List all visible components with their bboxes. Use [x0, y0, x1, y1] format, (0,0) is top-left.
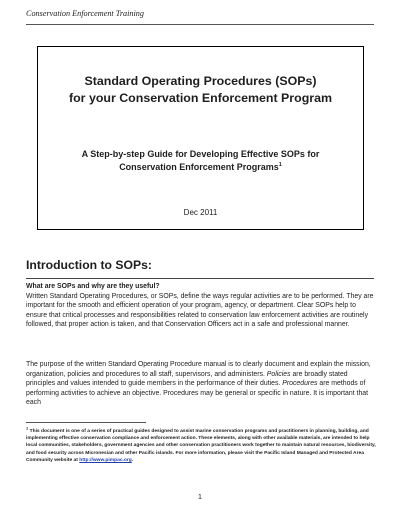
- footnote-tail: .: [131, 457, 134, 463]
- intro-paragraph-2: [26, 360, 376, 408]
- paragraph-2-text-b: are broadly stated principles and values intended to guide members in the performance of their duties.: [26, 370, 348, 388]
- paragraph-2-text-c: are methods of performing activities to achieve an objective. Procedures may be general or specific in nature. It is important that each: [26, 380, 369, 407]
- footnote-text: This document is one of a series of practical guides designed to assist marine conservation programs and practitioners in planning, building, and implementing effective conservation compliance and enforcement action. These elements, along with other available materials, are intended to help local communities, stakeholders, government agencies and other conservation practitioners work together to maintain natural resources, biodiversity, and food security across Micronesian and other Pacific islands. For more information, please visit the Pacific Island Managed and Protected Area Community website at: [26, 429, 376, 463]
- running-header: Conservation Enforcement Training: [26, 9, 144, 18]
- document-subtitle-line-1: A Step-by-step Guide for Developing Effective SOPs for: [81, 149, 320, 159]
- document-title: [38, 73, 363, 107]
- document-title-line-1: Standard Operating Procedures (SOPs): [84, 74, 317, 88]
- document-subtitle-line-2: Conservation Enforcement Programs: [119, 161, 279, 172]
- paragraph-1-text: Written Standard Operating Procedures, or SOPs, define the ways regular activities are to be performed. They are important for the smooth and efficient operation of your program, agency, or department. Clear SOPs help to ensure that critical processes and responsibilities related to conservation law enforcement activities are routinely followed, that proper action is taken, and that Conservation Officers act in a safe and professional manner.: [26, 292, 374, 329]
- footnote: [26, 425, 376, 464]
- question-heading: What are SOPs and why are they useful?: [26, 283, 160, 290]
- footnote-divider: [26, 422, 146, 423]
- footnote-marker: 1: [26, 425, 29, 431]
- paragraph-2-text-a: The purpose of the written Standard Operating Procedure manual is to clearly document and explain the mission, organization, policies and procedures to all staff, supervisors, and administers.: [26, 361, 371, 378]
- pimpac-link[interactable]: http://www.pimpac.org: [79, 457, 132, 463]
- document-subtitle: [38, 148, 363, 173]
- footnote-reference: 1: [278, 161, 282, 168]
- procedures-term: Procedures: [282, 380, 318, 388]
- header-divider: [26, 24, 374, 25]
- title-box: [37, 46, 364, 230]
- section-divider: [26, 278, 374, 279]
- document-date: Dec 2011: [183, 208, 218, 217]
- intro-paragraph-1: [26, 282, 376, 330]
- page-number: 1: [197, 492, 203, 501]
- section-heading: Introduction to SOPs:: [26, 258, 152, 272]
- document-title-line-2: for your Conservation Enforcement Program: [68, 91, 332, 105]
- policies-term: Policies: [266, 370, 291, 378]
